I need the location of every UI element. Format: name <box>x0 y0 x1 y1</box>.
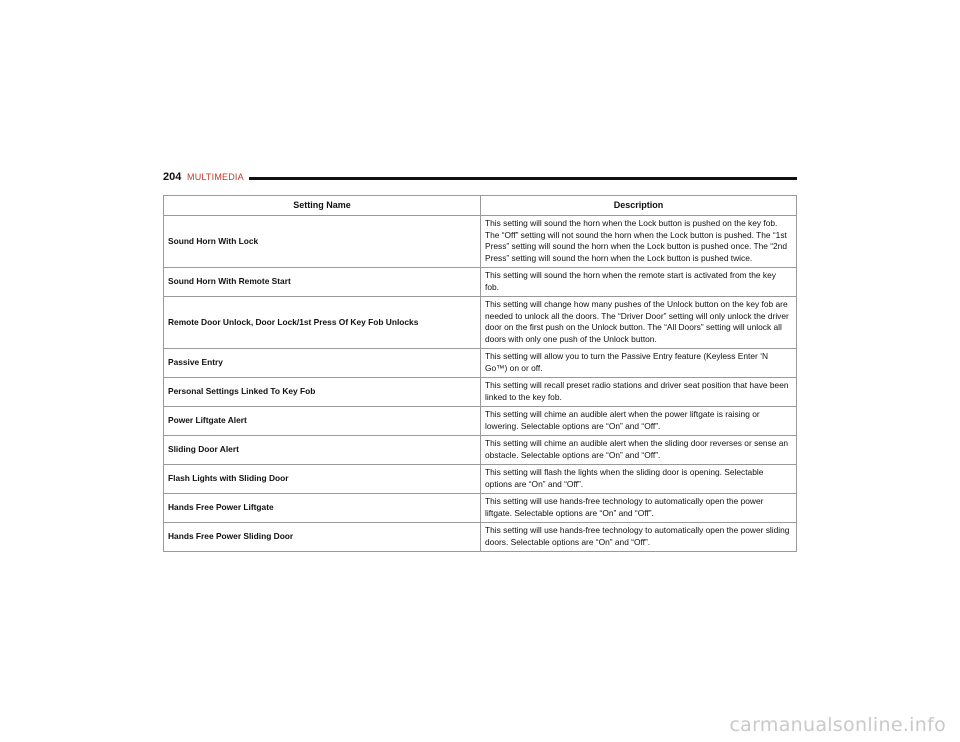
table-row <box>164 465 797 494</box>
table-header-row <box>164 196 797 216</box>
setting-name: Hands Free Power Liftgate <box>164 494 481 523</box>
setting-description: This setting will chime an audible alert when the power liftgate is raising or lowering. Selectable options are “On” and “Off”. <box>481 407 797 436</box>
section-title: MULTIMEDIA <box>187 172 244 182</box>
setting-description: This setting will sound the horn when the remote start is activated from the key fob. <box>481 268 797 297</box>
header-rule <box>249 177 797 180</box>
table-row <box>164 349 797 378</box>
setting-name: Sound Horn With Remote Start <box>164 268 481 297</box>
setting-name: Sound Horn With Lock <box>164 216 481 268</box>
setting-name: Sliding Door Alert <box>164 436 481 465</box>
setting-description: This setting will allow you to turn the Passive Entry feature (Keyless Enter ‘N Go™) on or off. <box>481 349 797 378</box>
setting-description: This setting will sound the horn when the Lock button is pushed on the key fob. The “Off” setting will not sound the horn when the Lock button is pushed. The “1st Press” setting will sound the horn when the Lock button is pushed once. The “2nd Press” setting will sound the horn when the Lock button is pushed twice. <box>481 216 797 268</box>
setting-name: Flash Lights with Sliding Door <box>164 465 481 494</box>
setting-description: This setting will use hands-free technology to automatically open the power sliding doors. Selectable options are “On” and “Off”. <box>481 523 797 552</box>
setting-description: This setting will change how many pushes of the Unlock button on the key fob are needed to unlock all the doors. The “Driver Door” setting will only unlock the driver door on the first push on the Unlock button. The “All Doors” setting will unlock all doors with only one push of the Unlock button. <box>481 297 797 349</box>
table-row <box>164 407 797 436</box>
table-row <box>164 494 797 523</box>
column-header-description: Description <box>481 196 797 216</box>
page-number: 204 <box>163 171 182 183</box>
column-header-setting-name: Setting Name <box>164 196 481 216</box>
setting-name: Hands Free Power Sliding Door <box>164 523 481 552</box>
table-row <box>164 523 797 552</box>
setting-description: This setting will use hands-free technology to automatically open the power liftgate. Selectable options are “On” and “Off”. <box>481 494 797 523</box>
setting-description: This setting will flash the lights when the sliding door is opening. Selectable options are “On” and “Off”. <box>481 465 797 494</box>
table-row <box>164 378 797 407</box>
setting-name: Personal Settings Linked To Key Fob <box>164 378 481 407</box>
setting-name: Passive Entry <box>164 349 481 378</box>
watermark-text: carmanualsonline.info <box>729 714 946 736</box>
table-row <box>164 268 797 297</box>
setting-name: Remote Door Unlock, Door Lock/1st Press Of Key Fob Unlocks <box>164 297 481 349</box>
table-row <box>164 216 797 268</box>
table-row <box>164 436 797 465</box>
setting-description: This setting will recall preset radio stations and driver seat position that have been linked to the key fob. <box>481 378 797 407</box>
settings-table <box>163 195 797 552</box>
setting-description: This setting will chime an audible alert when the sliding door reverses or sense an obstacle. Selectable options are “On” and “Off”. <box>481 436 797 465</box>
table-row <box>164 297 797 349</box>
page-header <box>163 171 797 187</box>
setting-name: Power Liftgate Alert <box>164 407 481 436</box>
